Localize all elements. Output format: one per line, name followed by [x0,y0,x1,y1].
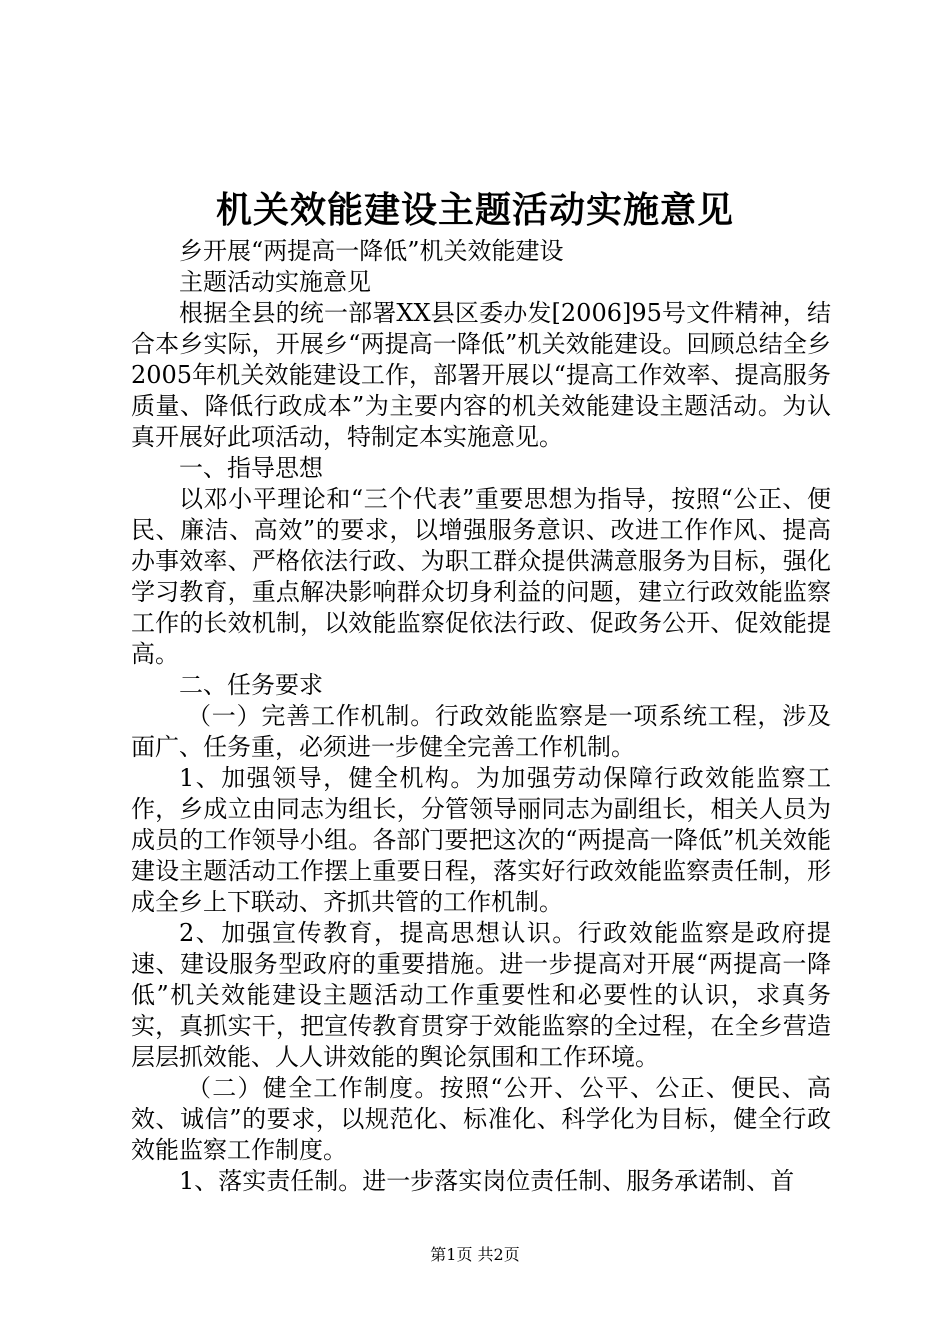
subsection-improve-mechanism: （一）完善工作机制。行政效能监察是一项系统工程，涉及面广、任务重，必须进一步健全完善工作机制。 [131,702,831,761]
item-strengthen-leadership: 1、加强领导，健全机构。为加强劳动保障行政效能监察工作，乡成立由同志为组长，分管领导丽同志为副组长，相关人员为成员的工作领导小组。各部门要把这次的“两提高一降低”机关效能建设主题活动工作摆上重要日程，落实好行政效能监察责任制，形成全乡上下联动、齐抓共管的工作机制。 [131,764,831,916]
guiding-ideology-paragraph: 以邓小平理论和“三个代表”重要思想为指导，按照“公正、便民、廉洁、高效”的要求，以增强服务意识、改进工作作风、提高办事效率、严格依法行政、为职工群众提供满意服务为目标，强化学习教育，重点解决影响群众切身利益的问题，建立行政效能监察工作的长效机制，以效能监察促依法行政、促政务公开、促效能提高。 [131,485,831,668]
subtitle-line-1: 乡开展“两提高一降低”机关效能建设 [179,237,564,265]
intro-paragraph: 根据全县的统一部署XX县区委办发[2006]95号文件精神，结合本乡实际，开展乡“两提高一降低”机关效能建设。回顾总结全乡2005年机关效能建设工作，部署开展以“提高工作效率、提高服务质量、降低行政成本”为主要内容的机关效能建设主题活动。为认真开展好此项活动，特制定本实施意见。 [131,299,831,451]
subtitle-line-2: 主题活动实施意见 [179,268,371,296]
section-heading-task-requirements: 二、任务要求 [179,671,323,699]
page-footer: 第1页 共2页 [430,1245,520,1264]
section-heading-guiding-ideology: 一、指导思想 [179,454,323,482]
item-implement-responsibility: 1、落实责任制。进一步落实岗位责任制、服务承诺制、首 [179,1167,795,1195]
subsection-improve-system: （二）健全工作制度。按照“公开、公平、公正、便民、高效、诚信”的要求，以规范化、标准化、科学化为目标，健全行政效能监察工作制度。 [131,1074,831,1164]
item-strengthen-publicity: 2、加强宣传教育，提高思想认识。行政效能监察是政府提速、建设服务型政府的重要措施。进一步提高对开展“两提高一降低”机关效能建设主题活动工作重要性和必要性的认识，求真务实，真抓实干，把宣传教育贯穿于效能监察的全过程，在全乡营造层层抓效能、人人讲效能的舆论氛围和工作环境。 [131,919,831,1071]
document-body [131,236,831,1197]
document-title: 机关效能建设主题活动实施意见 [215,189,734,231]
